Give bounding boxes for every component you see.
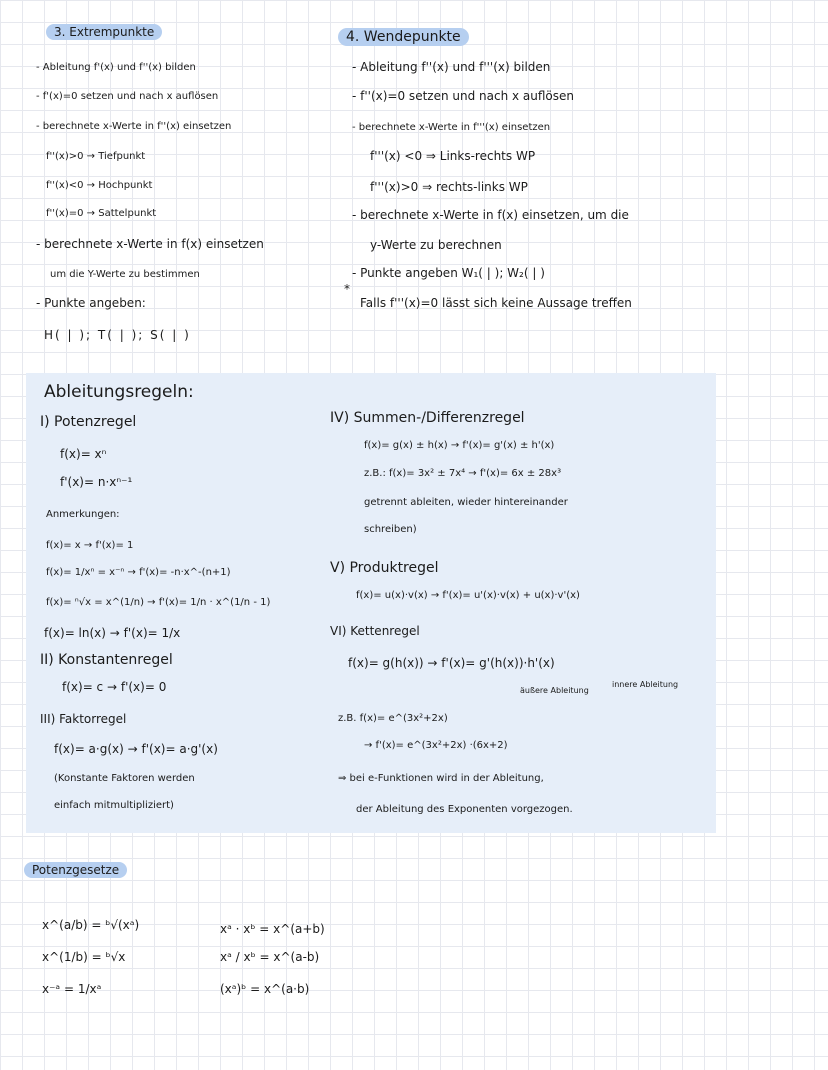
konstantenregel-formula: f(x)= c → f'(x)= 0: [62, 680, 167, 694]
potenzregel-title: I) Potenzregel: [40, 414, 137, 430]
kettenregel-title: VI) Kettenregel: [330, 624, 420, 638]
potenzgesetz-2: x^(1/b) = ᵇ√x: [42, 950, 126, 964]
wende-line-2: - f''(x)=0 setzen und nach x auflösen: [352, 89, 575, 103]
extrem-line-4: f''(x)>0 → Tiefpunkt: [46, 151, 146, 162]
extrem-line-7: - berechnete x-Werte in f(x) einsetzen: [36, 237, 264, 251]
produktregel-formula: f(x)= u(x)·v(x) → f'(x)= u'(x)·v(x) + u(x)·v'(x): [356, 590, 580, 601]
kettenregel-formula: f(x)= g(h(x)) → f'(x)= g'(h(x))·h'(x): [348, 656, 555, 670]
anmerkung-3: f(x)= ⁿ√x = x^(1/n) → f'(x)= 1/n · x^(1/n - 1): [46, 597, 271, 608]
wende-line-6: - berechnete x-Werte in f(x) einsetzen, um die: [352, 208, 629, 222]
anmerkung-1: f(x)= x → f'(x)= 1: [46, 540, 134, 551]
extrem-line-8: um die Y-Werte zu bestimmen: [50, 269, 200, 280]
wende-line-8: - Punkte angeben W₁( | ); W₂( | ): [352, 266, 545, 280]
anmerkung-2: f(x)= 1/xⁿ = x⁻ⁿ → f'(x)= -n·x^-(n+1): [46, 567, 231, 578]
potenzregel-f: f(x)= xⁿ: [60, 447, 107, 461]
potenzgesetz-1: x^(a/b) = ᵇ√(xᵃ): [42, 918, 140, 932]
potenzgesetz-4: xᵃ · xᵇ = x^(a+b): [220, 922, 325, 936]
faktorregel-title: III) Faktorregel: [40, 712, 127, 726]
potenzregel-fprime: f'(x)= n·xⁿ⁻¹: [60, 475, 133, 489]
kettenregel-example-2: → f'(x)= e^(3x²+2x) ·(6x+2): [364, 740, 508, 751]
wende-line-4: f'''(x) <0 ⇒ Links-rechts WP: [370, 149, 536, 163]
wende-line-1: - Ableitung f''(x) und f'''(x) bilden: [352, 60, 551, 74]
kettenregel-note-1: ⇒ bei e-Funktionen wird in der Ableitung,: [338, 773, 544, 784]
extrempunkte-title: 3. Extrempunkte: [46, 24, 162, 40]
extrem-line-10: H( | ); T( | ); S( | ): [44, 328, 191, 342]
extrem-line-6: f''(x)=0 → Sattelpunkt: [46, 208, 157, 219]
potenzgesetz-3: x⁻ᵃ = 1/xᵃ: [42, 982, 102, 996]
kettenregel-inner-label: innere Ableitung: [612, 680, 679, 689]
faktorregel-note-1: (Konstante Faktoren werden: [54, 773, 195, 784]
summenregel-note-1: getrennt ableiten, wieder hintereinander: [364, 497, 568, 508]
faktorregel-note-2: einfach mitmultipliziert): [54, 800, 174, 811]
anmerkung-4: f(x)= ln(x) → f'(x)= 1/x: [44, 626, 181, 640]
wende-line-7: y-Werte zu berechnen: [370, 238, 502, 252]
extrem-line-1: - Ableitung f'(x) und f''(x) bilden: [36, 62, 196, 73]
extrem-line-2: - f'(x)=0 setzen und nach x auflösen: [36, 91, 219, 102]
konstantenregel-title: II) Konstantenregel: [40, 652, 173, 668]
wende-line-9: Falls f'''(x)=0 lässt sich keine Aussage treffen: [360, 296, 632, 310]
kettenregel-example-1: z.B. f(x)= e^(3x²+2x): [338, 713, 448, 724]
potenzgesetz-6: (xᵃ)ᵇ = x^(a·b): [220, 982, 310, 996]
summenregel-note-2: schreiben): [364, 524, 417, 535]
ableitungsregeln-title: Ableitungsregeln:: [44, 382, 194, 402]
extrem-line-3: - berechnete x-Werte in f''(x) einsetzen: [36, 121, 232, 132]
kettenregel-outer-label: äußere Ableitung: [520, 686, 589, 695]
kettenregel-note-2: der Ableitung des Exponenten vorgezogen.: [356, 804, 573, 815]
extrem-line-5: f''(x)<0 → Hochpunkt: [46, 180, 153, 191]
extrem-line-9: - Punkte angeben:: [36, 296, 146, 310]
summenregel-example: z.B.: f(x)= 3x² ± 7x⁴ → f'(x)= 6x ± 28x³: [364, 468, 562, 479]
summenregel-title: IV) Summen-/Differenzregel: [330, 410, 525, 426]
summenregel-formula: f(x)= g(x) ± h(x) → f'(x)= g'(x) ± h'(x): [364, 440, 555, 451]
produktregel-title: V) Produktregel: [330, 560, 439, 576]
potenzgesetze-title: Potenzgesetze: [24, 862, 127, 878]
wende-line-3: - berechnete x-Werte in f'''(x) einsetzen: [352, 122, 551, 133]
potenzgesetz-5: xᵃ / xᵇ = x^(a-b): [220, 950, 320, 964]
anmerkungen-title: Anmerkungen:: [46, 509, 120, 520]
wende-line-5: f'''(x)>0 ⇒ rechts-links WP: [370, 180, 528, 194]
wende-star: *: [344, 282, 350, 296]
faktorregel-formula: f(x)= a·g(x) → f'(x)= a·g'(x): [54, 742, 218, 756]
wendepunkte-title: 4. Wendepunkte: [338, 28, 469, 46]
